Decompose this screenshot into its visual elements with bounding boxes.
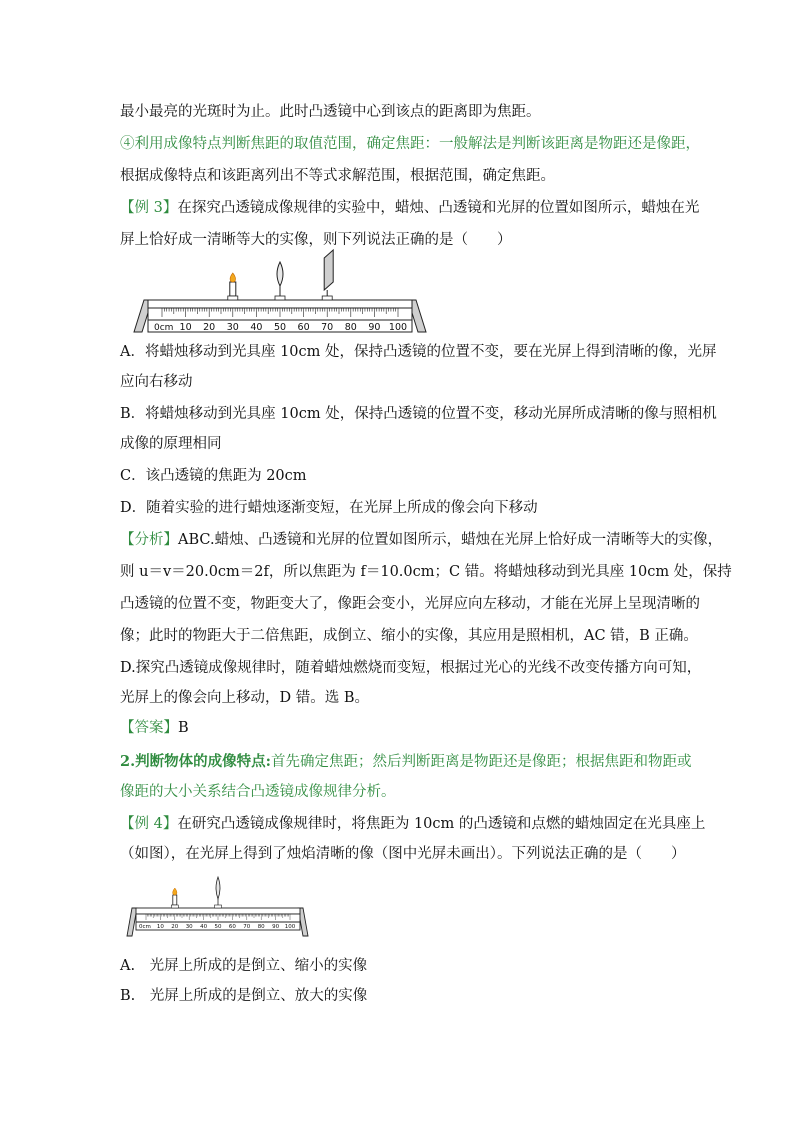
- analysis-line: 光屏上的像会向上移动，D 错。选 B。: [120, 690, 369, 706]
- heading-2-body-cont: 像距的大小关系结合凸透镜成像规律分析。: [120, 784, 396, 800]
- example-3-question: [120, 198, 699, 218]
- option-b: B．将蜡烛移动到光具座 10cm 处，保持凸透镜的位置不变，移动光屏所成清晰的像与照相机: [120, 406, 717, 422]
- option-a-cont: 应向右移动: [120, 374, 193, 390]
- heading-2-title: 2.判断物体的成像特点:: [120, 753, 271, 770]
- analysis-line: 【分析】ABC.蜡烛、凸透镜和光屏的位置如图所示，蜡烛在光屏上恰好成一清晰等大的实像，: [120, 532, 723, 548]
- scale-tick-label: 90: [272, 924, 280, 930]
- scale-tick-label: 70: [321, 322, 334, 333]
- text-line: 屏上恰好成一清晰等大的实像，则下列说法正确的是（ ）: [120, 232, 512, 248]
- scale-tick-label: 100: [388, 322, 408, 333]
- answer-tag: 【答案】: [120, 720, 178, 736]
- analysis-tag: 【分析】: [120, 532, 178, 548]
- question-text: 在研究凸透镜成像规律时，将焦距为 10cm 的凸透镜和点燃的蜡烛固定在光具座上: [177, 816, 706, 832]
- scale-tick-label: 90: [368, 322, 381, 333]
- scale-unit-label: 0cm: [154, 323, 174, 333]
- analysis-line: 像；此时的物距大于二倍焦距，成倒立、缩小的实像，其应用是照相机，AC 错，B 正确。: [120, 628, 698, 644]
- candle: [171, 888, 178, 908]
- scale-tick-label: 40: [200, 924, 208, 930]
- text-line: （如图），在光屏上得到了烛焰清晰的像（图中光屏未画出）。下列说法正确的是（ ）: [120, 846, 686, 862]
- example-4-option-a: A. 光屏上所成的是倒立、缩小的实像: [120, 958, 368, 974]
- scale-tick-label: 20: [203, 322, 216, 333]
- scale-tick-label: 50: [214, 924, 222, 930]
- option-b-cont: 成像的原理相同: [120, 436, 222, 452]
- scale-tick-label: 70: [243, 924, 251, 930]
- convex-lens: [215, 877, 222, 908]
- scale-unit-label: 0cm: [139, 924, 151, 930]
- candle: [228, 273, 238, 300]
- scale-tick-label: 50: [273, 322, 287, 333]
- scale-tick-label: 80: [257, 924, 265, 930]
- scale-tick-label: 60: [228, 924, 236, 930]
- example-4-option-b: B. 光屏上所成的是倒立、放大的实像: [120, 988, 368, 1004]
- scale-tick-label: 30: [185, 924, 193, 930]
- example-3-tag: 【例 3】: [120, 200, 178, 216]
- convex-lens: [275, 262, 285, 300]
- optical-bench-figure-1: [130, 248, 430, 338]
- scale-tick-label: 80: [344, 322, 357, 333]
- question-text: 在探究凸透镜成像规律的实验中，蜡烛、凸透镜和光屏的位置如图所示，蜡烛在光: [177, 200, 700, 216]
- analysis-line: 则 u＝v＝20.0cm＝2f，所以焦距为 f＝10.0cm；C 错。将蜡烛移动到光具座 10cm 处，保持: [120, 564, 732, 580]
- scale-tick-label: 20: [171, 924, 179, 930]
- example-4-tag: 【例 4】: [120, 816, 178, 832]
- scale-tick-label: 30: [226, 322, 239, 333]
- scale-tick-label: 40: [250, 322, 263, 333]
- analysis-line: 凸透镜的位置不变，物距变大了，像距会变小，光屏应向左移动，才能在光屏上呈现清晰的: [120, 596, 700, 612]
- text-line: 最小最亮的光斑时为止。此时凸透镜中心到该点的距离即为焦距。: [120, 104, 541, 120]
- scale-tick-label: 100: [284, 924, 296, 930]
- scale-tick-label: 10: [179, 322, 192, 333]
- answer-line: [120, 718, 189, 738]
- answer-value: B: [178, 720, 189, 736]
- option-a: A．将蜡烛移动到光具座 10cm 处，保持凸透镜的位置不变，要在光屏上得到清晰的像，光屏: [120, 344, 717, 360]
- analysis-line: D.探究凸透镜成像规律时，随着蜡烛燃烧而变短，根据过光心的光线不改变传播方向可知，: [120, 660, 702, 676]
- heading-2: [120, 752, 692, 772]
- option-c: C．该凸透镜的焦距为 20cm: [120, 468, 307, 484]
- text-line: 根据成像特点和该距离列出不等式求解范围，根据范围，确定焦距。: [120, 168, 555, 184]
- example-4-question: [120, 814, 705, 834]
- scale-tick-label: 60: [297, 322, 310, 333]
- option-d: D．随着实验的进行蜡烛逐渐变短，在光屏上所成的像会向下移动: [120, 500, 538, 516]
- light-screen: [322, 250, 333, 300]
- optical-bench-figure-2: [126, 870, 312, 942]
- scale-tick-label: 10: [156, 924, 164, 930]
- text-line-green: ④利用成像特点判断焦距的取值范围，确定焦距：一般解法是判断该距离是物距还是像距，: [120, 136, 700, 152]
- heading-2-body: 首先确定焦距；然后判断距离是物距还是像距；根据焦距和物距或: [271, 754, 692, 770]
